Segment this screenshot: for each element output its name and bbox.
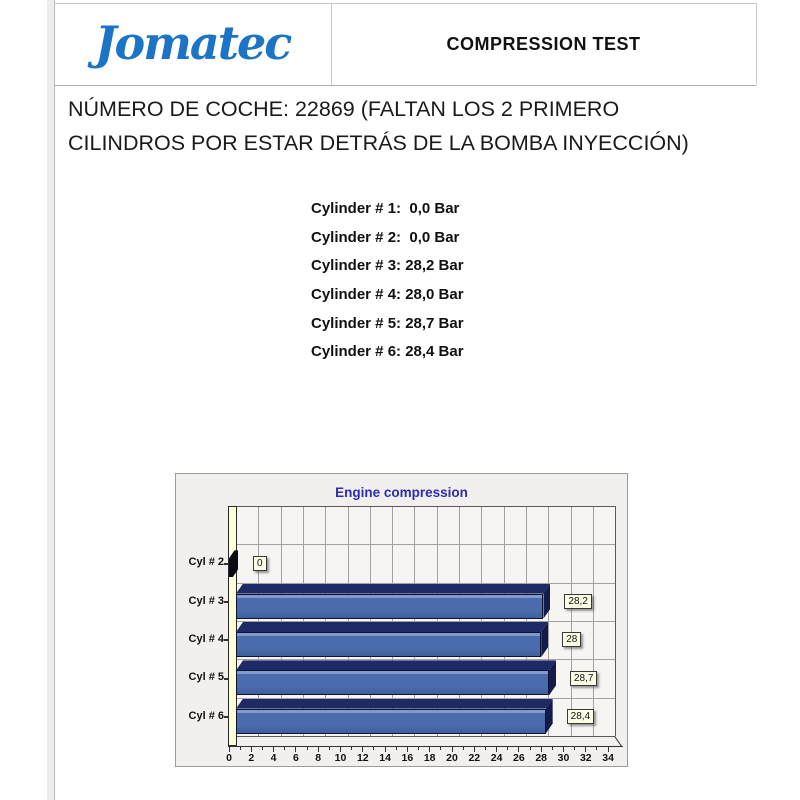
x-axis-label: 34: [602, 752, 614, 764]
x-axis-label: 2: [248, 752, 255, 764]
x-axis-label: 24: [490, 752, 503, 764]
jomatec-logo: Jomatec: [94, 16, 291, 70]
x-axis-minor-tick: [418, 746, 419, 750]
compression-chart: [175, 473, 628, 767]
header-bottom-border: [54, 85, 756, 86]
category-tick: [224, 563, 228, 565]
gridline-horizontal: [236, 621, 615, 622]
car-note: [68, 92, 768, 160]
reading-item: Cylinder # 1: 0,0 Bar: [311, 200, 460, 217]
reading-item: Cylinder # 5: 28,7 Bar: [311, 314, 464, 332]
car-note-line1: NÚMERO DE COCHE: 22869 (FALTAN LOS 2 PRIMERO: [68, 97, 620, 121]
reading-item: Cylinder # 6: 28,4 Bar: [311, 343, 464, 361]
x-axis-label: 12: [356, 752, 369, 764]
x-axis-minor-tick: [240, 746, 241, 750]
bar-value-box: 28: [562, 632, 581, 647]
bar-value-box: 28,7: [570, 671, 597, 686]
x-axis-label: 32: [579, 752, 592, 764]
car-note-line2: CILINDROS POR ESTAR DETRÁS DE LA BOMBA INYECCIÓN): [68, 131, 689, 155]
bar-value-box: 28,2: [564, 594, 591, 609]
x-axis-minor-tick: [507, 746, 508, 750]
plot-back-bottom-border: [236, 736, 615, 737]
plot-top-border: [236, 506, 616, 507]
bar: [236, 594, 543, 619]
bar: [236, 709, 546, 734]
x-axis-minor-tick: [485, 746, 486, 750]
x-axis-minor-tick: [262, 746, 263, 750]
page-left-border: [54, 0, 55, 800]
x-axis-minor-tick: [373, 746, 374, 750]
category-label: Cyl # 3: [188, 594, 224, 607]
bar: [236, 632, 541, 657]
gridline-horizontal: [236, 544, 615, 545]
header-right-border: [756, 3, 757, 85]
x-axis-label: 22: [468, 752, 481, 764]
x-axis-label: 16: [401, 752, 414, 764]
x-axis-label: 30: [557, 752, 570, 764]
x-axis-minor-tick: [552, 746, 553, 750]
floor-depth-edge: [614, 736, 622, 747]
bar: [236, 670, 549, 695]
x-axis-label: 0: [226, 752, 232, 764]
category-tick: [224, 639, 228, 641]
bar-value-box: 0: [253, 556, 267, 571]
category-label: Cyl # 6: [188, 709, 224, 722]
gridline-horizontal: [236, 583, 615, 584]
x-axis-minor-tick: [284, 746, 285, 750]
x-axis-minor-tick: [596, 746, 597, 750]
x-axis-label: 6: [292, 752, 299, 764]
category-label: Cyl # 2: [188, 556, 224, 569]
x-axis-minor-tick: [463, 746, 464, 750]
reading-item: Cylinder # 2: 0,0 Bar: [311, 228, 460, 246]
category-tick: [224, 716, 228, 718]
x-axis-minor-tick: [440, 746, 441, 750]
plot-right-border: [615, 506, 616, 736]
header-top-border: [54, 3, 756, 4]
x-axis-minor-tick: [351, 746, 352, 750]
category-tick: [224, 678, 228, 680]
category-label: Cyl # 4: [188, 632, 224, 645]
x-axis-label: 10: [334, 752, 347, 764]
bar-top-face: [236, 660, 556, 670]
x-axis-minor-tick: [574, 746, 575, 750]
x-axis-label: 20: [446, 752, 458, 764]
chart-title: Engine compression: [335, 485, 468, 500]
category-label: Cyl # 5: [188, 671, 224, 684]
gridline-horizontal: [236, 698, 615, 699]
x-axis-minor-tick: [329, 746, 330, 750]
report-title: COMPRESSION TEST: [446, 34, 641, 54]
x-axis-label: 26: [513, 752, 525, 764]
x-axis-label: 8: [315, 752, 322, 764]
x-axis-minor-tick: [307, 746, 308, 750]
x-axis-label: 28: [535, 752, 548, 764]
x-axis-label: 14: [379, 752, 391, 764]
bar-top-face: [236, 699, 553, 709]
bar-top-face: [236, 584, 550, 594]
page-left-shade: [47, 0, 54, 800]
gridline-horizontal: [236, 659, 615, 660]
x-axis-minor-tick: [530, 746, 531, 750]
cylinder-readings-list: [311, 200, 464, 372]
x-axis-label: 4: [270, 752, 277, 764]
bar-value-box: 28,4: [567, 709, 594, 724]
reading-item: Cylinder # 4: 28,0 Bar: [311, 286, 464, 304]
category-tick: [224, 601, 228, 603]
reading-item: Cylinder # 3: 28,2 Bar: [311, 257, 464, 275]
x-axis-minor-tick: [396, 746, 397, 750]
bar-top-face: [236, 622, 548, 632]
x-axis-label: 18: [423, 752, 436, 764]
